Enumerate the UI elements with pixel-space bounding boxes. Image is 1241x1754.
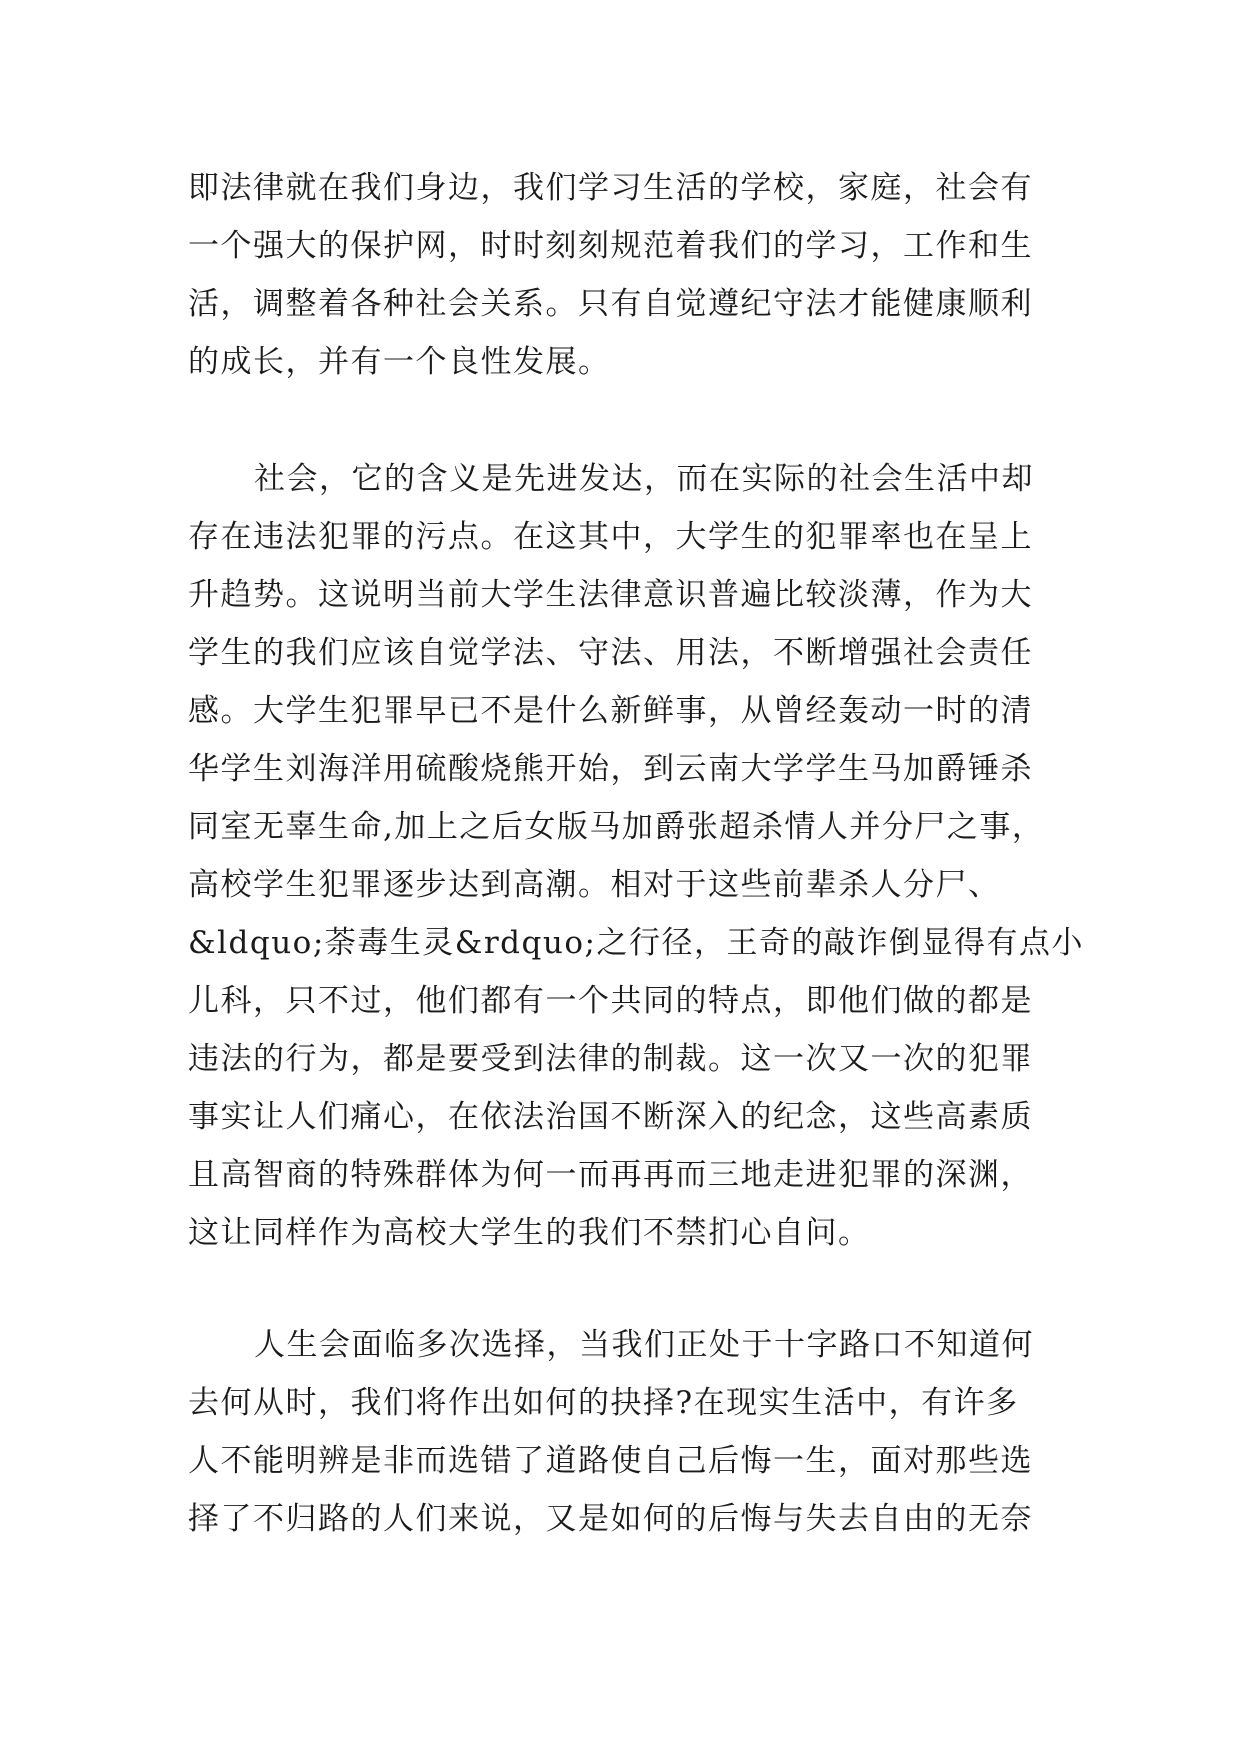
paragraph-line: 去何从时，我们将作出如何的抉择?在现实生活中，有许多 (188, 1385, 1019, 1421)
paragraph-line: &ldquo;荼毒生灵&rdquo;之行径，王奇的敲诈倒显得有点小 (188, 925, 1084, 961)
paragraph-line: 事实让人们痛心，在依法治国不断深入的纪念，这些高素质 (188, 1099, 1033, 1135)
paragraph-3 (188, 1316, 1068, 1548)
paragraph-line: 人生会面临多次选择，当我们正处于十字路口不知道何 (254, 1327, 1034, 1363)
paragraph-line: 这让同样作为高校大学生的我们不禁扪心自问。 (188, 1215, 871, 1251)
paragraph-1 (188, 159, 1068, 391)
paragraph-line: 社会，它的含义是先进发达，而在实际的社会生活中却 (254, 461, 1034, 497)
paragraph-line: 即法律就在我们身边，我们学习生活的学校，家庭，社会有 (188, 170, 1033, 206)
paragraph-line: 升趋势。这说明当前大学生法律意识普遍比较淡薄，作为大 (188, 577, 1033, 613)
paragraph-line: 的成长，并有一个良性发展。 (188, 344, 611, 380)
paragraph-line: 学生的我们应该自觉学法、守法、用法，不断增强社会责任 (188, 635, 1033, 671)
paragraph-line: 一个强大的保护网，时时刻刻规范着我们的学习，工作和生 (188, 228, 1033, 264)
paragraph-line: 人不能明辨是非而选错了道路使自己后悔一生，面对那些选 (188, 1443, 1033, 1479)
paragraph-line: 存在违法犯罪的污点。在这其中，大学生的犯罪率也在呈上 (188, 519, 1033, 555)
paragraph-line: 华学生刘海洋用硫酸烧熊开始，到云南大学学生马加爵锤杀 (188, 751, 1033, 787)
paragraph-line: 感。大学生犯罪早已不是什么新鲜事，从曾经轰动一时的清 (188, 693, 1033, 729)
paragraph-line: 且高智商的特殊群体为何一而再再而三地走进犯罪的深渊， (188, 1157, 1033, 1193)
paragraph-line: 高校学生犯罪逐步达到高潮。相对于这些前辈杀人分尸、 (188, 867, 1001, 903)
paragraph-line: 同室无辜生命,加上之后女版马加爵张超杀情人并分尸之事， (188, 809, 1045, 845)
paragraph-line: 儿科，只不过，他们都有一个共同的特点，即他们做的都是 (188, 983, 1033, 1019)
paragraph-line: 择了不归路的人们来说，又是如何的后悔与失去自由的无奈 (188, 1501, 1033, 1537)
paragraph-line: 违法的行为，都是要受到法律的制裁。这一次又一次的犯罪 (188, 1041, 1033, 1077)
paragraph-line: 活，调整着各种社会关系。只有自觉遵纪守法才能健康顺利 (188, 286, 1033, 322)
paragraph-2 (188, 450, 1084, 1262)
